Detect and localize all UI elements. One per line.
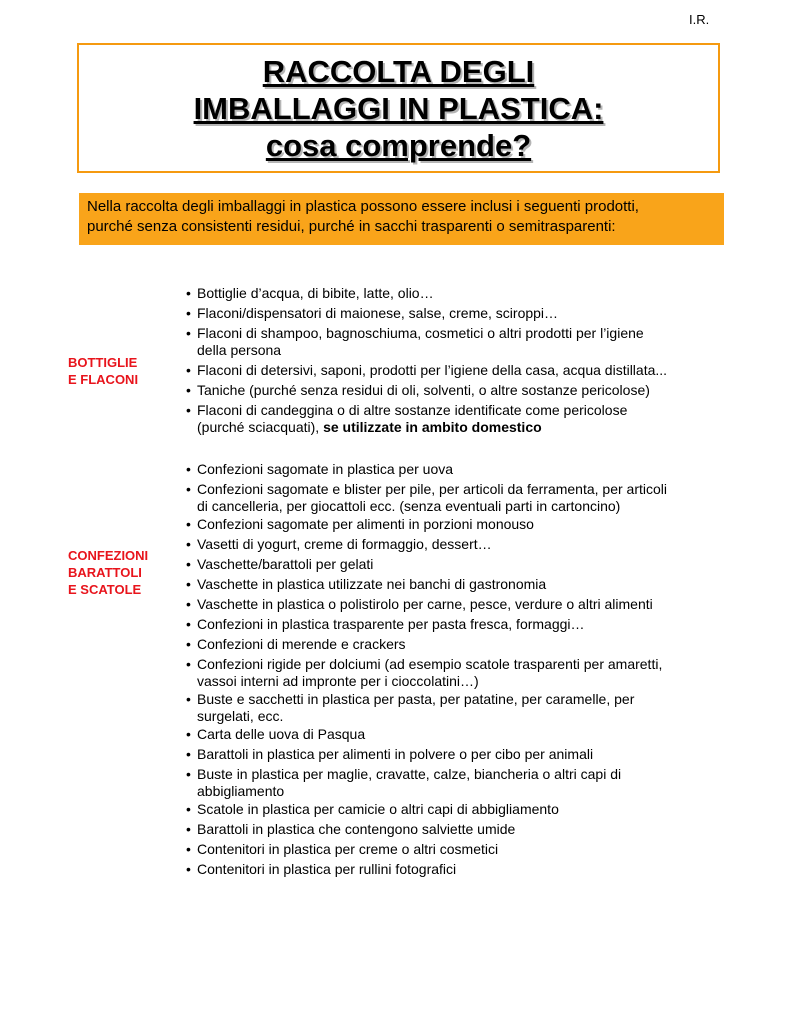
intro-line-1: Nella raccolta degli imballaggi in plastica possono essere inclusi i seguenti prodotti,: [87, 198, 639, 215]
list-item: • Buste in plastica per maglie, cravatte, calze, biancheria o altri capi di abbigliamento: [186, 766, 726, 800]
list-item: • Carta delle uova di Pasqua: [186, 726, 726, 743]
bottiglie-flaconi-list: [186, 285, 726, 439]
intro-box: [79, 193, 724, 245]
list-item: • Flaconi/dispensatori di maionese, salse, creme, sciroppi…: [186, 305, 726, 322]
intro-line-2: purché senza consistenti residui, purché in sacchi trasparenti o semitrasparenti:: [87, 218, 616, 235]
list-item: • Confezioni sagomate e blister per pile, per articoli da ferramenta, per articoli di cancelleria, per giocattoli ecc. (senza eventuali parti in cartoncino): [186, 481, 726, 515]
title-line-3: cosa comprende?: [265, 128, 532, 163]
list-item: • Contenitori in plastica per creme o altri cosmetici: [186, 841, 726, 858]
category-line: BARATTOLI: [68, 565, 142, 580]
list-item: • Confezioni sagomate per alimenti in porzioni monouso: [186, 516, 726, 533]
list-item: • Barattoli in plastica per alimenti in polvere o per cibo per animali: [186, 746, 726, 763]
category-confezioni-barattoli-scatole: [68, 547, 148, 598]
list-item: • Vaschette in plastica o polistirolo per carne, pesce, verdure o altri alimenti: [186, 596, 726, 613]
list-item: • Confezioni sagomate in plastica per uova: [186, 461, 726, 478]
list-item: • Flaconi di shampoo, bagnoschiuma, cosmetici o altri prodotti per l’igiene della persona: [186, 325, 726, 359]
list-item: • Flaconi di candeggina o di altre sostanze identificate come pericolose (purché sciacquati), se utilizzate in ambito domestico: [186, 402, 726, 436]
list-item: • Flaconi di detersivi, saponi, prodotti per l’igiene della casa, acqua distillata...: [186, 362, 726, 379]
list-item: • Contenitori in plastica per rullini fotografici: [186, 861, 726, 878]
list-item: • Taniche (purché senza residui di oli, solventi, o altre sostanze pericolose): [186, 382, 726, 399]
list-item: • Vasetti di yogurt, creme di formaggio, dessert…: [186, 536, 726, 553]
category-line: BOTTIGLIE: [68, 355, 138, 370]
list-item: • Barattoli in plastica che contengono salviette umide: [186, 821, 726, 838]
list-item: • Buste e sacchetti in plastica per pasta, per patatine, per caramelle, per surgelati, ecc.: [186, 691, 726, 725]
list-item: • Bottiglie d’acqua, di bibite, latte, olio…: [186, 285, 726, 302]
list-item: • Vaschette in plastica utilizzate nei banchi di gastronomia: [186, 576, 726, 593]
category-bottiglie-flaconi: [68, 354, 138, 388]
category-line: E SCATOLE: [68, 582, 142, 597]
list-item: • Confezioni di merende e crackers: [186, 636, 726, 653]
title-line-2: IMBALLAGGI IN PLASTICA:: [193, 91, 604, 126]
page-initials: I.R.: [689, 12, 710, 27]
list-item: • Scatole in plastica per camicie o altri capi di abbigliamento: [186, 801, 726, 818]
confezioni-barattoli-scatole-list: [186, 461, 726, 881]
title-line-1: RACCOLTA DEGLI: [262, 54, 535, 89]
category-line: CONFEZIONI: [68, 548, 149, 563]
list-item: • Confezioni in plastica trasparente per pasta fresca, formaggi…: [186, 616, 726, 633]
emphasis-text: se utilizzate in ambito domestico: [323, 419, 542, 435]
list-item: • Vaschette/barattoli per gelati: [186, 556, 726, 573]
list-item: • Confezioni rigide per dolciumi (ad esempio scatole trasparenti per amaretti, vassoi interni ad impronte per i cioccolatini…): [186, 656, 726, 690]
category-line: E FLACONI: [68, 372, 139, 387]
title-box: [77, 43, 720, 173]
